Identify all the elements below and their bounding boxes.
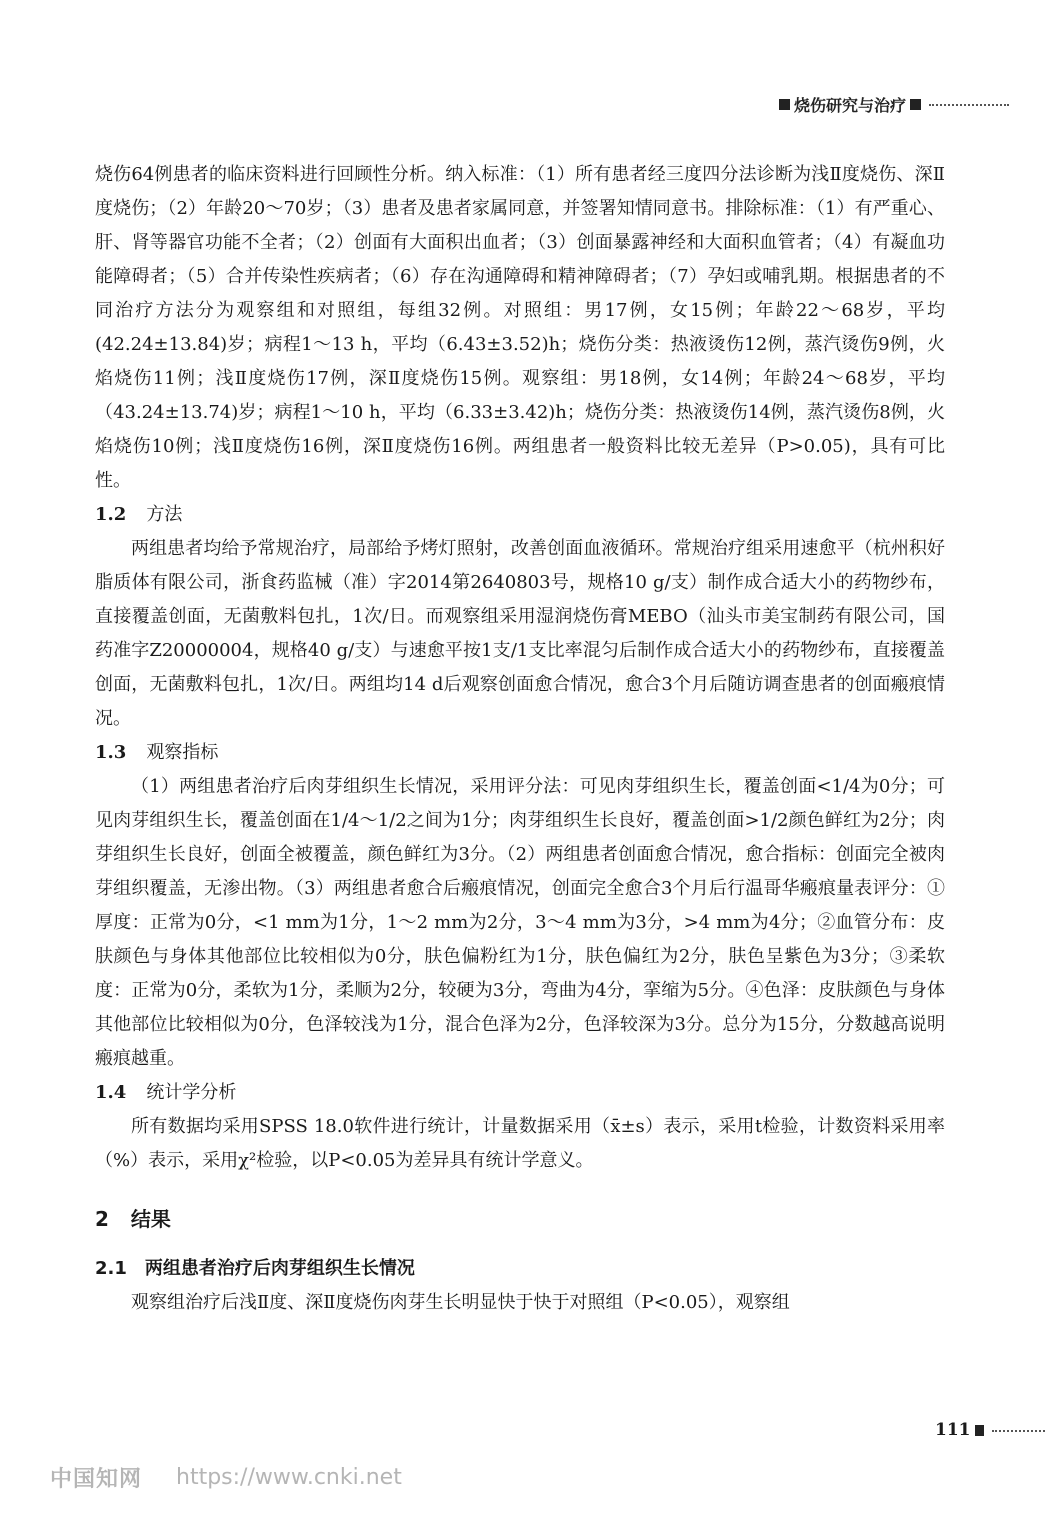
dotted-rule xyxy=(992,1428,1045,1432)
square-bullet-icon xyxy=(779,99,790,110)
paragraph-methods: 两组患者均给予常规治疗，局部给予烤灯照射，改善创面血液循环。常规治疗组采用速愈平（杭州积好脂质体有限公司，浙食药监械（准）字2014第2640803号，规格10 g/支）制作成合适大小的药物纱布，直接覆盖创面，无菌敷料包扎，1次/日。而观察组采用湿润烧伤膏MEBO（汕头市美宝制药有限公司，国药准字Z20000004，规格40 g/支）与速愈平按1支/1支比率混匀后制作成合适大小的药物纱布，直接覆盖创面，无菌敷料包扎，1次/日。两组均14 d后观察创面愈合情况，愈合3个月后随访调查患者的创面瘢痕情况。 xyxy=(95,538,945,729)
paragraph-statistics: 所有数据均采用SPSS 18.0软件进行统计，计量数据采用（x̄±s）表示，采用t检验，计数资料采用率（%）表示，采用χ²检验，以P<0.05为差异具有统计学意义。 xyxy=(95,1116,945,1171)
article-body xyxy=(95,158,945,1320)
running-header xyxy=(775,92,1035,116)
paragraph-results: 观察组治疗后浅Ⅱ度、深Ⅱ度烧伤肉芽生长明显快于快于对照组（P<0.05），观察组 xyxy=(131,1292,790,1313)
page-number: 111 xyxy=(935,1420,971,1440)
section-title: 统计学分析 xyxy=(146,1082,237,1103)
section-heading-2 xyxy=(95,1202,945,1236)
section-heading-1-3 xyxy=(95,736,945,770)
watermark-url: https://www.cnki.net xyxy=(176,1464,402,1490)
square-bullet-icon xyxy=(910,99,921,110)
section-heading-1-2 xyxy=(95,498,945,532)
section-number: 1.3 xyxy=(95,742,127,763)
watermark-logo: 中国知网 xyxy=(50,1466,143,1492)
cnki-watermark xyxy=(50,1462,402,1492)
section-number: 1.4 xyxy=(95,1082,127,1103)
section-title: 两组患者治疗后肉芽组织生长情况 xyxy=(144,1258,415,1279)
section-number: 2.1 xyxy=(95,1258,127,1279)
paragraph-observation-indexes: （1）两组患者治疗后肉芽组织生长情况，采用评分法：可见肉芽组织生长，覆盖创面<1/4为0分；可见肉芽组织生长，覆盖创面在1/4～1/2之间为1分；肉芽组织生长良好，覆盖创面>1/2颜色鲜红为2分；肉芽组织生长良好，创面全被覆盖，颜色鲜红为3分。（2）两组患者创面愈合情况，愈合指标：创面完全被肉芽组织覆盖，无渗出物。（3）两组患者愈合后瘢痕情况，创面完全愈合3个月后行温哥华瘢痕量表评分：①厚度：正常为0分，<1 mm为1分，1～2 mm为2分，3～4 mm为3分，>4 mm为4分；②血管分布：皮肤颜色与身体其他部位比较相似为0分，肤色偏粉红为1分，肤色偏红为2分，肤色呈紫色为3分；③柔软度：正常为0分，柔软为1分，柔顺为2分，较硬为3分，弯曲为4分，挛缩为5分。④色泽：皮肤颜色与身体其他部位比较相似为0分，色泽较浅为1分，混合色泽为2分，色泽较深为3分。总分为15分，分数越高说明瘢痕越重。 xyxy=(95,776,945,1069)
section-title: 结果 xyxy=(130,1207,171,1231)
section-number: 2 xyxy=(95,1207,109,1231)
section-number: 1.2 xyxy=(95,504,127,525)
section-title: 观察指标 xyxy=(146,742,219,763)
square-bullet-icon xyxy=(975,1425,985,1436)
dotted-rule xyxy=(929,102,1009,106)
section-heading-1-4 xyxy=(95,1076,945,1110)
section-title: 方法 xyxy=(146,504,183,525)
page-footer xyxy=(935,1418,1045,1442)
header-title: 烧伤研究与治疗 xyxy=(794,95,907,115)
paragraph-inclusion-criteria: 烧伤64例患者的临床资料进行回顾性分析。纳入标准：（1）所有患者经三度四分法诊断为浅Ⅱ度烧伤、深Ⅱ度烧伤；（2）年龄20～70岁；（3）患者及患者家属同意，并签署知情同意书。排除标准：（1）有严重心、肝、肾等器官功能不全者；（2）创面有大面积出血者；（3）创面暴露神经和大面积血管者；（4）有凝血功能障碍者；（5）合并传染性疾病者；（6）存在沟通障碍和精神障碍者；（7）孕妇或哺乳期。根据患者的不同治疗方法分为观察组和对照组，每组32例。对照组：男17例，女15例；年龄22～68岁，平均(42.24±13.84)岁；病程1～13 h，平均（6.43±3.52)h；烧伤分类：热液烫伤12例，蒸汽烫伤9例，火焰烧伤11例；浅Ⅱ度烧伤17例，深Ⅱ度烧伤15例。观察组：男18例，女14例；年龄24～68岁，平均（43.24±13.74)岁；病程1～10 h，平均（6.33±3.42)h；烧伤分类：热液烫伤14例，蒸汽烫伤8例，火焰烧伤10例；浅Ⅱ度烧伤16例，深Ⅱ度烧伤16例。两组患者一般资料比较无差异（P>0.05)，具有可比性。 xyxy=(95,164,945,491)
section-heading-2-1 xyxy=(95,1252,945,1286)
